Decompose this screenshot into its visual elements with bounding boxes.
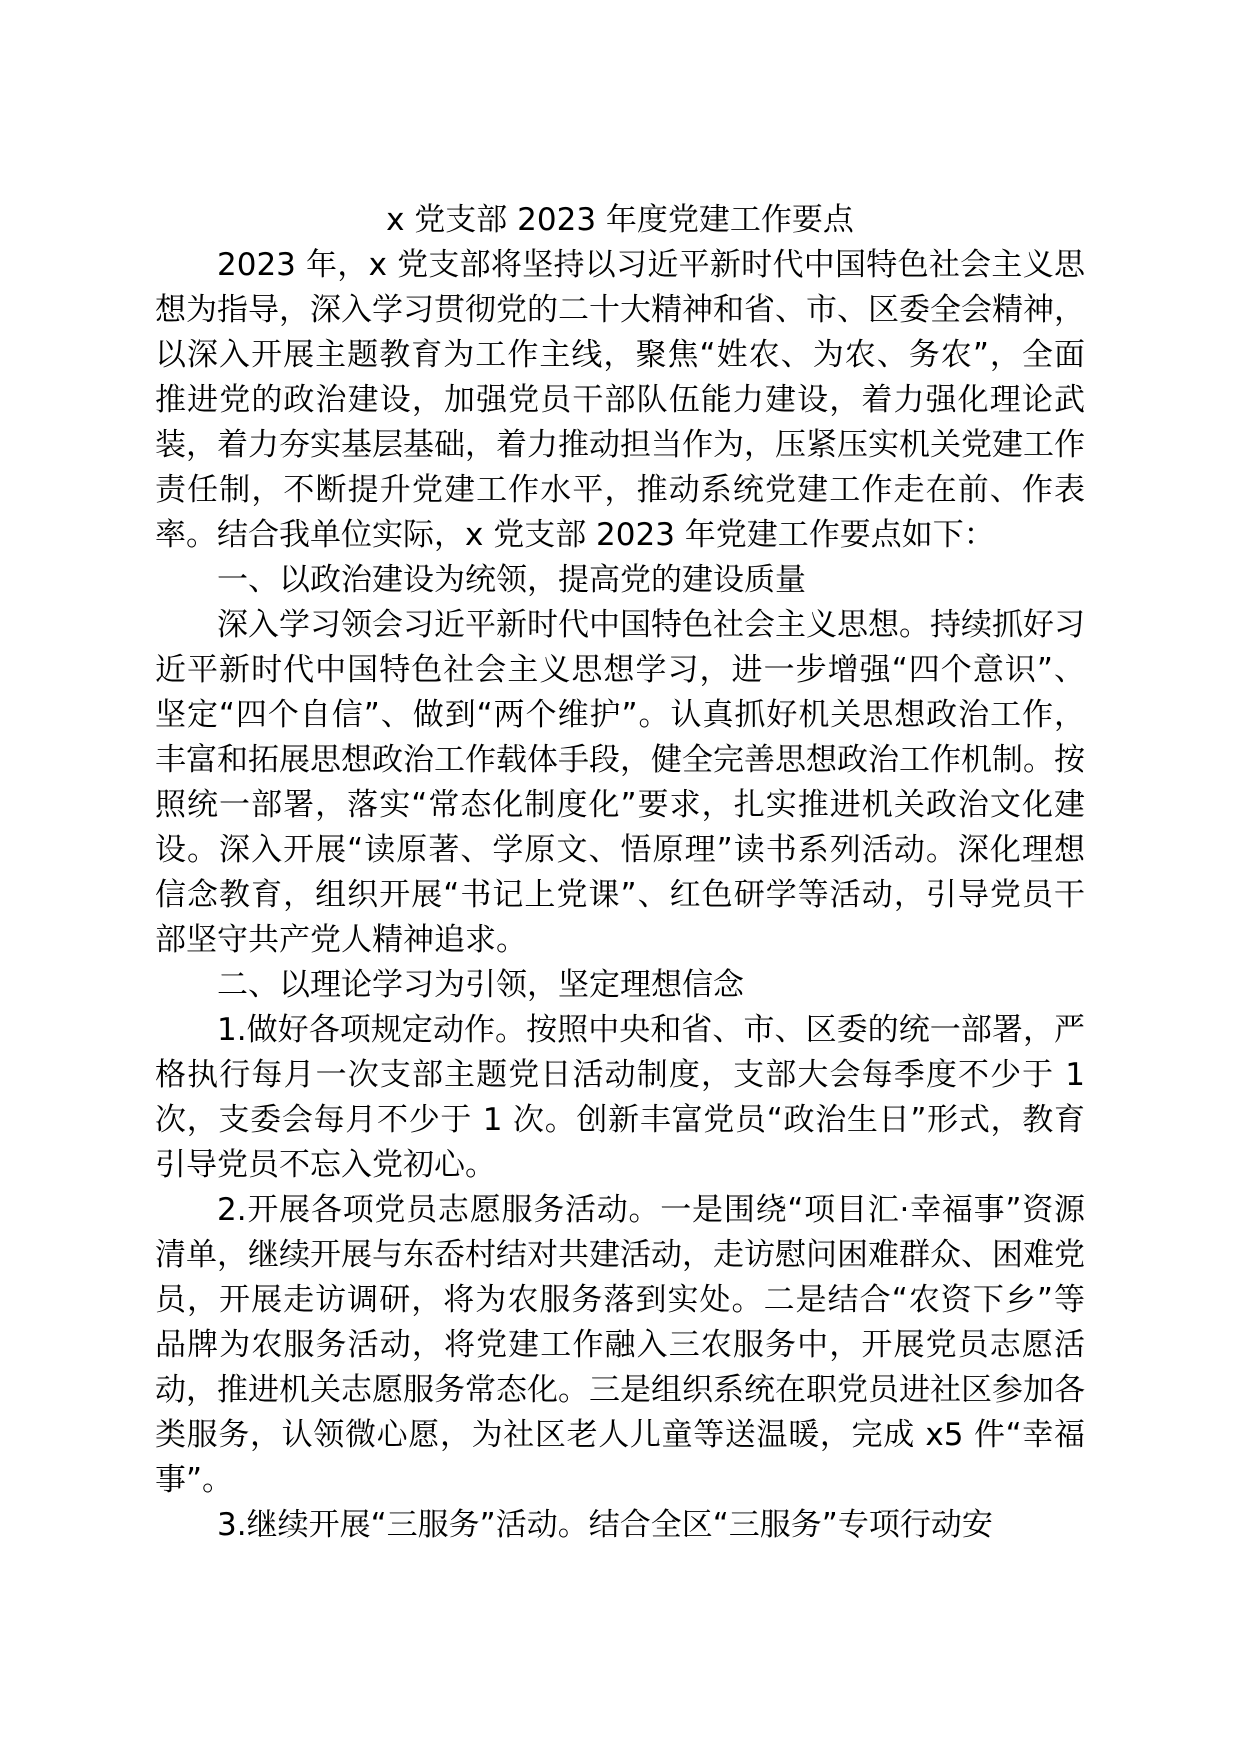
paragraph-item-3: 3.继续开展“三服务”活动。结合全区“三服务”专项行动安 bbox=[217, 1507, 993, 1543]
paragraph-item-2: 2.开展各项党员志愿服务活动。一是围绕“项目汇·幸福事”资源清单，继续开展与东岙村结对共建活动，走访慰问困难群众、困难党员，开展走访调研，将为农服务落到实处。二是结合“农资下乡”等品牌为农服务活动，将党建工作融入三农服务中，开展党员志愿活动，推进机关志愿服务常态化。三是组织系统在职党员进社区参加各类服务，认领微心愿，为社区老人儿童等送温暖，完成 x5 件“幸福事”。 bbox=[155, 1192, 1085, 1498]
document-body bbox=[155, 198, 1085, 1548]
section-heading-2: 二、以理论学习为引领，坚定理想信念 bbox=[217, 967, 744, 1003]
paragraph-intro: 2023 年，x 党支部将坚持以习近平新时代中国特色社会主义思想为指导，深入学习贯彻党的二十大精神和省、市、区委全会精神，以深入开展主题教育为工作主线，聚焦“姓农、为农、务农”，全面推进党的政治建设，加强党员干部队伍能力建设，着力强化理论武装，着力夯实基层基础，着力推动担当作为，压紧压实机关党建工作责任制，不断提升党建工作水平，推动系统党建工作走在前、作表率。结合我单位实际，x 党支部 2023 年党建工作要点如下： bbox=[155, 247, 1085, 553]
paragraph-item-1: 1.做好各项规定动作。按照中央和省、市、区委的统一部署，严格执行每月一次支部主题党日活动制度，支部大会每季度不少于 1 次，支委会每月不少于 1 次。创新丰富党员“政治生日”形式，教育引导党员不忘入党初心。 bbox=[155, 1012, 1085, 1183]
document-title: x 党支部 2023 年度党建工作要点 bbox=[386, 202, 854, 238]
paragraph-section-1: 深入学习领会习近平新时代中国特色社会主义思想。持续抓好习近平新时代中国特色社会主义思想学习，进一步增强“四个意识”、坚定“四个自信”、做到“两个维护”。认真抓好机关思想政治工作，丰富和拓展思想政治工作载体手段，健全完善思想政治工作机制。按照统一部署，落实“常态化制度化”要求，扎实推进机关政治文化建设。深入开展“读原著、学原文、悟原理”读书系列活动。深化理想信念教育，组织开展“书记上党课”、红色研学等活动，引导党员干部坚守共产党人精神追求。 bbox=[155, 607, 1085, 958]
section-heading-1: 一、以政治建设为统领，提高党的建设质量 bbox=[217, 562, 806, 598]
